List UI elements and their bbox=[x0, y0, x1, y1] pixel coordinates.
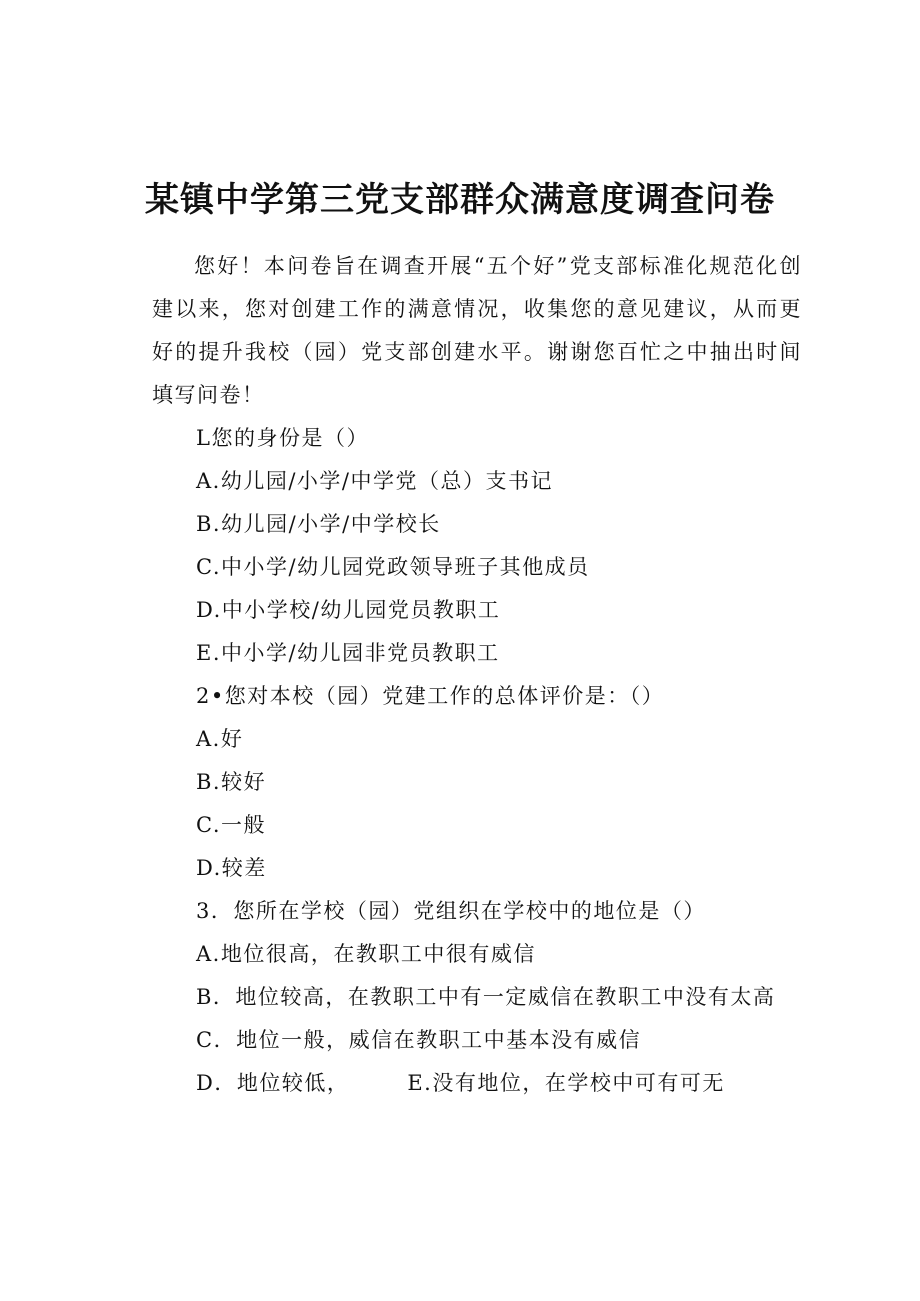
question-1: L您的身份是（） bbox=[196, 426, 369, 450]
q2-option-c: C.一般 bbox=[196, 813, 266, 837]
q2-option-b: B.较好 bbox=[196, 770, 267, 794]
question-2: 2•您对本校（园）党建工作的总体评价是：（） bbox=[196, 684, 665, 708]
q1-option-a: A.幼儿园/小学/中学党（总）支书记 bbox=[196, 469, 553, 493]
q3-option-d: D．地位较低， bbox=[196, 1071, 350, 1095]
q2-option-d: D.较差 bbox=[196, 856, 267, 880]
q1-option-b: B.幼儿园/小学/中学校长 bbox=[196, 512, 441, 536]
q3-option-a: A.地位很高，在教职工中很有威信 bbox=[196, 942, 536, 966]
q1-option-d: D.中小学校/幼儿园党员教职工 bbox=[196, 598, 501, 622]
q1-option-e: E.中小学/幼儿园非党员教职工 bbox=[196, 641, 500, 665]
q3-option-d-e bbox=[196, 1068, 725, 1098]
page-title: 某镇中学第三党支部群众满意度调查问卷 bbox=[145, 179, 775, 220]
q3-option-c: C．地位一般，威信在教职工中基本没有威信 bbox=[196, 1028, 642, 1052]
q2-option-a: A.好 bbox=[196, 727, 244, 751]
q3-option-b: B．地位较高，在教职工中有一定威信在教职工中没有太高 bbox=[196, 985, 776, 1009]
intro-paragraph: 您好！本问卷旨在调查开展“五个好”党支部标准化规范化创建以来，您对创建工作的满意情况，收集您的意见建议，从而更好的提升我校（园）党支部创建水平。谢谢您百忙之中抽出时间填写问卷！ bbox=[152, 254, 802, 407]
q3-option-e: E.没有地位，在学校中可有可无 bbox=[407, 1071, 725, 1095]
question-3: 3．您所在学校（园）党组织在学校中的地位是（） bbox=[196, 899, 706, 923]
q1-option-c: C.中小学/幼儿园党政领导班子其他成员 bbox=[196, 555, 590, 579]
